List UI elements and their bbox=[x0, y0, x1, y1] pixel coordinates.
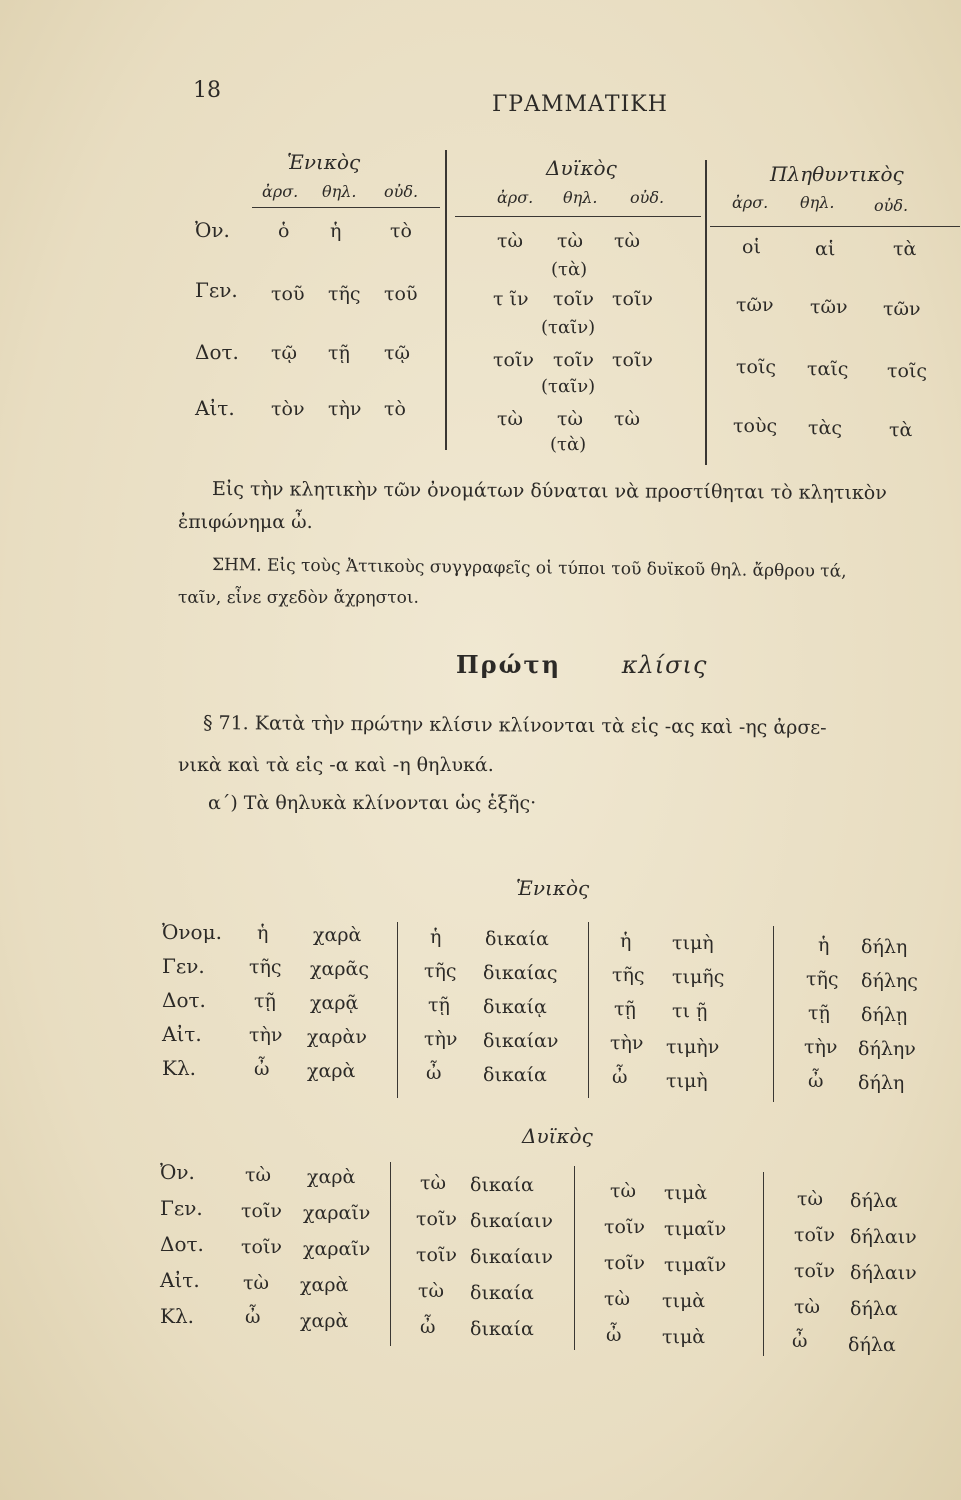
noun-form: δικαία bbox=[470, 1282, 534, 1304]
article: ὦ bbox=[245, 1306, 261, 1328]
case-label: Αἰτ. bbox=[160, 1268, 200, 1292]
column-divider bbox=[773, 926, 774, 1102]
article: τοῖν bbox=[241, 1200, 282, 1222]
article: τοῖν bbox=[416, 1208, 457, 1230]
noun-form: δήλα bbox=[850, 1298, 898, 1320]
noun-form: δικαίᾳ bbox=[483, 996, 547, 1018]
section-heading bbox=[456, 650, 707, 679]
article: τῆς bbox=[249, 956, 282, 978]
column-divider bbox=[705, 160, 707, 465]
table-cell: τοῦ bbox=[271, 283, 305, 305]
noun-form: χαρὰ bbox=[300, 1310, 349, 1332]
subhead-neut: οὐδ. bbox=[384, 182, 419, 201]
dual-variant: (τὰ) bbox=[551, 259, 588, 280]
article: τῆς bbox=[424, 960, 457, 982]
noun-form: τιμὴν bbox=[666, 1036, 720, 1058]
article: τὴν bbox=[424, 1028, 458, 1050]
article: τὼ bbox=[418, 1280, 445, 1302]
table-cell: τῶν bbox=[883, 298, 921, 320]
case-label: Γεν. bbox=[162, 954, 205, 978]
column-divider bbox=[397, 922, 398, 1098]
case-label: Ὀν. bbox=[160, 1160, 195, 1184]
article: τὴν bbox=[249, 1024, 283, 1046]
article: τῇ bbox=[808, 1002, 830, 1024]
subhead-neut: οὐδ. bbox=[874, 196, 909, 215]
column-divider bbox=[445, 150, 447, 450]
case-label: Αἰτ. bbox=[162, 1022, 202, 1046]
rule bbox=[710, 226, 960, 227]
table-cell: τὴν bbox=[328, 398, 362, 420]
rule bbox=[252, 207, 440, 208]
case-label: Δοτ. bbox=[195, 340, 239, 364]
table-cell: τὼ bbox=[557, 408, 584, 430]
noun-form: χαρὰ bbox=[313, 924, 362, 946]
table-cell: τοῖς bbox=[887, 360, 928, 382]
noun-form: δικαίαν bbox=[483, 1030, 559, 1052]
case-label: Ὀνομ. bbox=[162, 920, 222, 944]
noun-form: τιμαῖν bbox=[664, 1254, 727, 1276]
dual-label: Δυϊκὸς bbox=[522, 1124, 593, 1148]
noun-form: δήλαιν bbox=[850, 1226, 917, 1248]
article: ἡ bbox=[257, 922, 269, 944]
column-divider bbox=[763, 1172, 764, 1356]
noun-form: τιμὴ bbox=[672, 932, 714, 954]
article: ἡ bbox=[620, 930, 632, 952]
table-cell: τοῖν bbox=[553, 349, 594, 371]
article: τὼ bbox=[604, 1288, 631, 1310]
table-cell: τῶν bbox=[810, 296, 848, 318]
article: τὼ bbox=[797, 1188, 824, 1210]
dual-variant: (τὰ) bbox=[550, 434, 587, 455]
table-cell: ταῖς bbox=[807, 358, 849, 380]
paragraph-vocative-line2: ἐπιφώνημα ὦ. bbox=[178, 511, 313, 533]
article: τοῖν bbox=[604, 1216, 645, 1238]
section-heading-word1: Πρώτη bbox=[456, 650, 562, 679]
article: τῆς bbox=[612, 964, 645, 986]
table-cell: τὸν bbox=[271, 398, 305, 420]
subhead-masc: ἀρσ. bbox=[732, 193, 769, 212]
case-label: Γεν. bbox=[195, 278, 238, 302]
table-cell: τῶν bbox=[736, 294, 774, 316]
case-label: Αἰτ. bbox=[195, 396, 235, 420]
article: τοῖν bbox=[604, 1252, 645, 1274]
article: τῇ bbox=[614, 998, 636, 1020]
article: τὼ bbox=[794, 1296, 821, 1318]
article: τοῖν bbox=[794, 1260, 835, 1282]
case-label: Κλ. bbox=[160, 1304, 194, 1328]
article: ἡ bbox=[430, 926, 442, 948]
noun-form: δήλα bbox=[848, 1334, 896, 1356]
noun-form: δήλην bbox=[858, 1038, 916, 1060]
noun-form: δήλης bbox=[861, 970, 918, 992]
article: τὼ bbox=[420, 1172, 447, 1194]
table-cell: ἡ bbox=[330, 220, 342, 242]
table-cell: τῆς bbox=[328, 283, 361, 305]
noun-form: δικαία bbox=[485, 928, 549, 950]
subhead-neut: οὐδ. bbox=[630, 188, 665, 207]
noun-form: χαρᾷ bbox=[310, 992, 359, 1014]
noun-form: τιμαῖν bbox=[664, 1218, 727, 1240]
case-label: Γεν. bbox=[160, 1196, 203, 1220]
article: τὼ bbox=[245, 1164, 272, 1186]
article: τῇ bbox=[428, 994, 450, 1016]
dual-variant: (ταῖν) bbox=[541, 376, 596, 397]
noun-form: χαρὰ bbox=[307, 1166, 356, 1188]
table-cell: τὼ bbox=[497, 408, 524, 430]
noun-form: δήλαιν bbox=[850, 1262, 917, 1284]
table-cell: τοῖν bbox=[553, 288, 594, 310]
article: τῆς bbox=[806, 968, 839, 990]
article: τὼ bbox=[243, 1272, 270, 1294]
article: ὦ bbox=[612, 1066, 628, 1088]
table-cell: αἱ bbox=[815, 238, 836, 260]
noun-form: χαρᾶς bbox=[310, 958, 369, 980]
table-cell: τοῦ bbox=[384, 283, 418, 305]
dual-variant: (ταῖν) bbox=[541, 317, 596, 338]
noun-form: χαραῖν bbox=[303, 1238, 371, 1260]
table-cell: ὁ bbox=[278, 220, 290, 242]
noun-form: δήλα bbox=[850, 1190, 898, 1212]
table-cell: τὰ bbox=[893, 238, 917, 260]
subhead-masc: ἀρσ. bbox=[497, 188, 534, 207]
case-label: Ὀν. bbox=[195, 218, 230, 242]
table-cell: τῇ bbox=[328, 342, 350, 364]
article: τῇ bbox=[254, 990, 276, 1012]
table-cell: τοῖν bbox=[493, 349, 534, 371]
article: ὦ bbox=[420, 1316, 436, 1338]
noun-form: τιμὰ bbox=[664, 1182, 708, 1204]
table-cell: τὸ bbox=[384, 398, 406, 420]
case-label: Δοτ. bbox=[162, 988, 206, 1012]
subhead-masc: ἀρσ. bbox=[262, 182, 299, 201]
article: ὦ bbox=[808, 1070, 824, 1092]
page-number: 18 bbox=[193, 78, 221, 103]
group-plural-label: Πληθυντικὸς bbox=[770, 162, 904, 186]
article: τὼ bbox=[610, 1180, 637, 1202]
article: ὦ bbox=[426, 1062, 442, 1084]
noun-form: τι ῇ bbox=[672, 1000, 708, 1022]
paragraph-a: α΄) Τὰ θηλυκὰ κλίνονται ὡς ἑξῆς· bbox=[208, 792, 537, 814]
article: ὦ bbox=[606, 1324, 622, 1346]
article: ὦ bbox=[254, 1058, 270, 1080]
noun-form: δήλη bbox=[861, 936, 908, 958]
noun-form: δήλη bbox=[858, 1072, 905, 1094]
noun-form: δικαίας bbox=[483, 962, 558, 984]
note-line2: ταῖν, εἶνε σχεδὸν ἄχρηστοι. bbox=[178, 588, 419, 608]
noun-form: δικαία bbox=[470, 1174, 534, 1196]
running-head: ΓΡΑΜΜΑΤΙΚΗ bbox=[492, 92, 668, 117]
table-cell: τὰς bbox=[808, 417, 842, 439]
note-line1: ΣΗΜ. Εἰς τοὺς Ἀττικοὺς συγγραφεῖς οἱ τύποι τοῦ δυϊκοῦ θηλ. ἄρθρου τά, bbox=[211, 555, 847, 582]
table-cell: τοῖς bbox=[736, 356, 777, 378]
subhead-fem: θηλ. bbox=[800, 193, 835, 212]
article: τοῖν bbox=[794, 1224, 835, 1246]
paragraph-71-line1: § 71. Κατὰ τὴν πρώτην κλίσιν κλίνονται τὰ εἰς -ας καὶ -ης ἀρσε- bbox=[202, 712, 827, 739]
noun-form: τιμὰ bbox=[662, 1290, 706, 1312]
table-cell: τὼ bbox=[497, 230, 524, 252]
noun-form: δικαίαιν bbox=[470, 1210, 553, 1232]
noun-form: τιμὰ bbox=[662, 1326, 706, 1348]
table-cell: τὰ bbox=[889, 419, 913, 441]
column-divider bbox=[574, 1166, 575, 1350]
article: τοῖν bbox=[416, 1244, 457, 1266]
noun-form: δήλῃ bbox=[861, 1004, 908, 1026]
paragraph-71-line2: νικὰ καὶ τὰ εἰς -α καὶ -η θηλυκά. bbox=[178, 754, 494, 776]
noun-form: χαρὰ bbox=[300, 1274, 349, 1296]
noun-form: τιμῆς bbox=[672, 966, 725, 988]
case-label: Δοτ. bbox=[160, 1232, 204, 1256]
article: τὴν bbox=[610, 1032, 644, 1054]
article: τοῖν bbox=[241, 1236, 282, 1258]
paragraph-vocative-line1: Εἰς τὴν κλητικὴν τῶν ὀνομάτων δύναται νὰ προστίθηται τὸ κλητικὸν bbox=[211, 478, 887, 505]
noun-form: χαρὰ bbox=[307, 1060, 356, 1082]
section-heading-word2: κλίσις bbox=[621, 651, 708, 679]
noun-form: τιμὴ bbox=[666, 1070, 708, 1092]
case-label: Κλ. bbox=[162, 1056, 196, 1080]
subhead-fem: θηλ. bbox=[563, 188, 598, 207]
article: ἡ bbox=[818, 934, 830, 956]
singular-label: Ἑνικὸς bbox=[516, 876, 590, 900]
noun-form: δικαία bbox=[470, 1318, 534, 1340]
table-cell: τὼ bbox=[557, 230, 584, 252]
rule bbox=[455, 216, 701, 217]
table-cell: οἱ bbox=[742, 236, 761, 258]
table-cell: τὼ bbox=[614, 230, 641, 252]
table-cell: τῷ bbox=[271, 342, 298, 364]
noun-form: χαρὰν bbox=[307, 1026, 367, 1048]
group-dual-label: Δυϊκὸς bbox=[546, 156, 617, 180]
table-cell: τοῖν bbox=[612, 349, 653, 371]
subhead-fem: θηλ. bbox=[322, 182, 357, 201]
table-cell: τοῖν bbox=[612, 288, 653, 310]
column-divider bbox=[588, 922, 589, 1098]
article: ὦ bbox=[792, 1330, 808, 1352]
table-cell: τοὺς bbox=[733, 415, 778, 437]
table-cell: τὼ bbox=[614, 408, 641, 430]
table-cell: τῷ bbox=[384, 342, 411, 364]
noun-form: δικαίαιν bbox=[470, 1246, 553, 1268]
article: τὴν bbox=[804, 1036, 838, 1058]
table-cell: τὸ bbox=[390, 220, 412, 242]
noun-form: δικαία bbox=[483, 1064, 547, 1086]
noun-form: χαραῖν bbox=[303, 1202, 371, 1224]
table-cell: τ ῖν bbox=[493, 288, 529, 310]
column-divider bbox=[390, 1162, 391, 1346]
group-singular-label: Ἑνικὸς bbox=[287, 150, 361, 174]
